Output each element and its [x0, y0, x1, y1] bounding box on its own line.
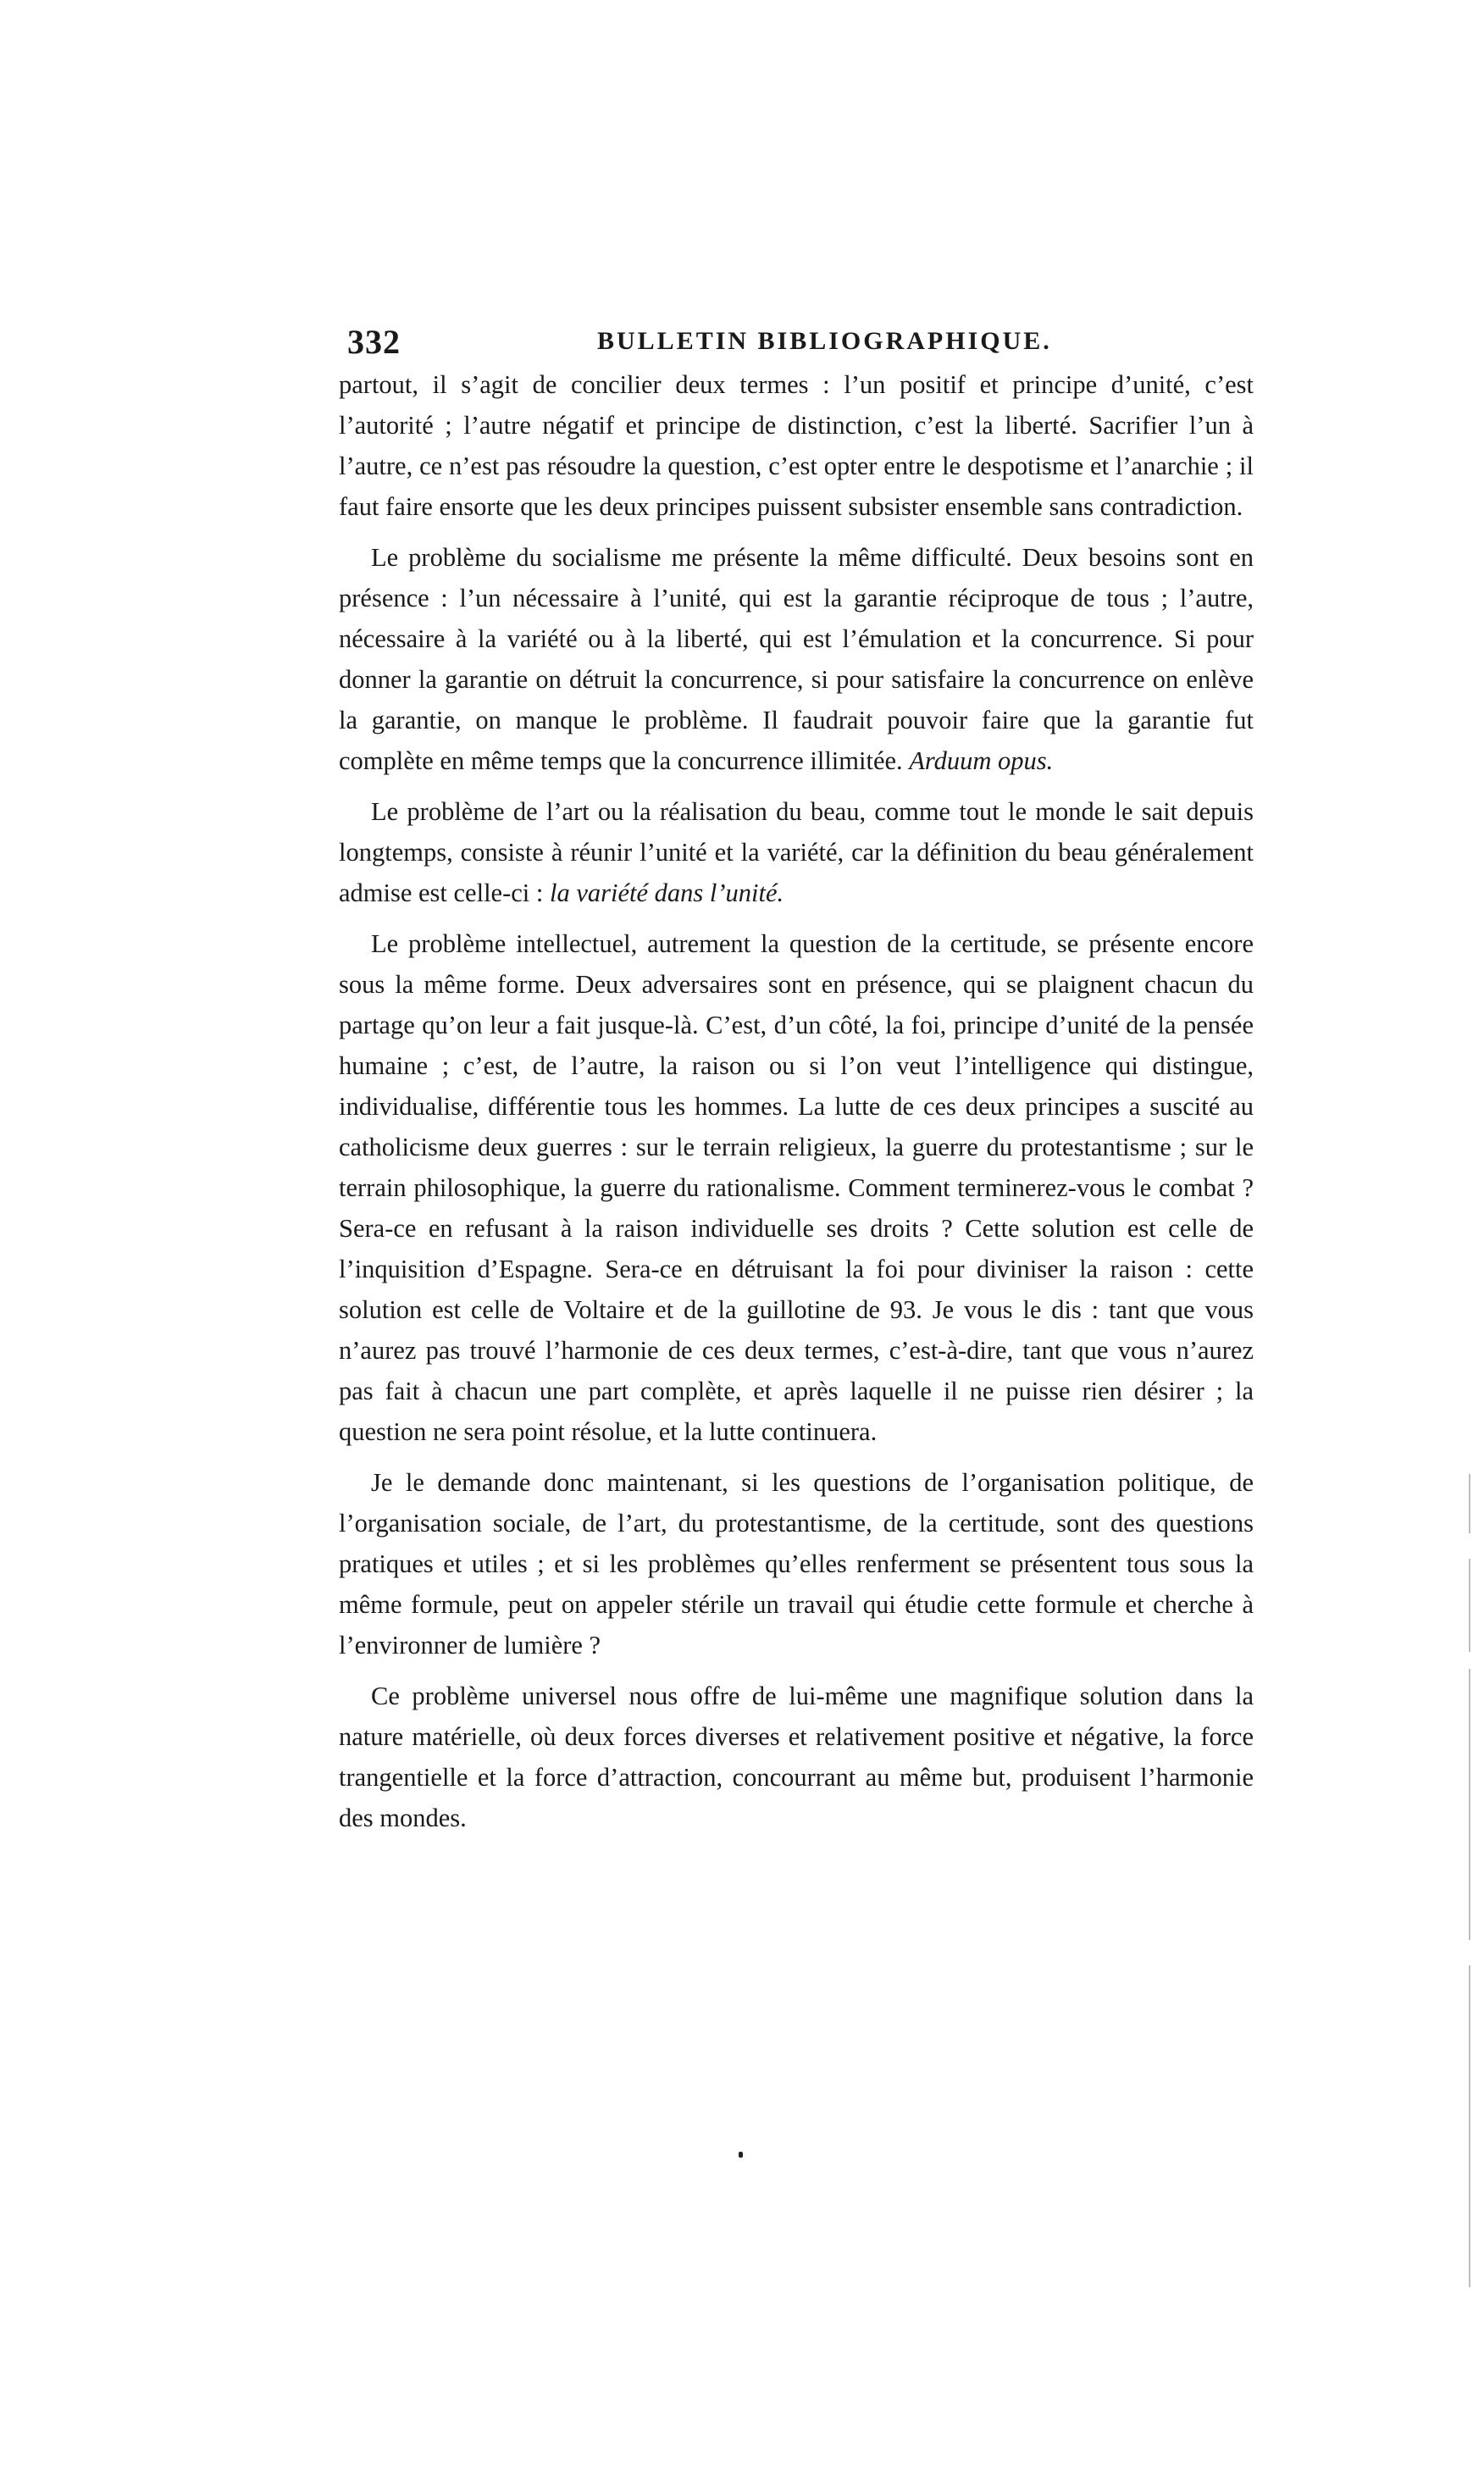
scan-edge-mark — [1469, 1474, 1470, 1533]
body-text — [339, 364, 1254, 1838]
paragraph — [339, 923, 1254, 1452]
running-head — [339, 305, 1254, 364]
text-segment: Le problème intellectuel, autrement la question de la certitude, se présente encore sous la même forme. Deux adversaires sont en présence, qui se plaignent chacun du partage qu’on leur a fait jusque-là. C’est, d’un côté, la foi, principe d’unité de la pensée humaine ; c’est, de l’autre, la raison ou si l’on veut l’intelligence qui distingue, individualise, différentie tous les hommes. La lutte de ces deux principes a suscité au catholicisme deux guerres : sur le terrain religieux, la guerre du protestantisme ; sur le terrain philosophique, la guerre du rationalisme. Comment terminerez-vous le combat ? Sera-ce en refusant à la raison individuelle ses droits ? Cette solution est celle de l’inquisition d’Espagne. Sera-ce en détruisant la foi pour diviniser la raison : cette solution est celle de Voltaire et de la guillotine de 93. Je vous le dis : tant que vous n’aurez pas trouvé l’harmonie de ces deux termes, c’est-à-dire, tant que vous n’aurez pas fait à chacun une part complète, et après laquelle il ne puisse rien désirer ; la question ne sera point résolue, et la lutte continuera. — [339, 929, 1254, 1446]
text-segment: Le problème de l’art ou la réalisation du beau, comme tout le monde le sait depuis longtemps, consiste à réunir l’unité et la variété, car la définition du beau généralement admise est celle-ci : — [339, 797, 1254, 907]
paragraph — [339, 364, 1254, 527]
paragraph — [339, 1676, 1254, 1838]
scan-edge-mark — [1469, 1965, 1470, 2287]
ink-speck — [739, 2152, 743, 2158]
running-title: BULLETIN BIBLIOGRAPHIQUE. — [597, 327, 1052, 355]
text-segment: partout, il s’agit de concilier deux termes : l’un positif et principe d’unité, c’est l’autorité ; l’autre négatif et principe de distinction, c’est la liberté. Sacrifier l’un à l’autre, ce n’est pas résoudre la question, c’est opter entre le despotisme et l’anarchie ; il faut faire ensorte que les deux principes puissent subsister ensemble sans contradiction. — [339, 370, 1254, 521]
scan-edge-mark — [1469, 1669, 1470, 1940]
italic-phrase: Arduum opus. — [909, 746, 1054, 775]
text-segment: Le problème du socialisme me présente la même difficulté. Deux besoins sont en présence : l’un nécessaire à l’unité, qui est la garantie réciproque de tous ; l’autre, nécessaire à la variété ou à la liberté, qui est l’émulation et la concurrence. Si pour donner la garantie on détruit la concurrence, si pour satisfaire la concurrence on enlève la garantie, on manque le problème. Il faudrait pouvoir faire que la garantie fut complète en même temps que la concurrence illimitée. — [339, 543, 1254, 775]
page-number: 332 — [347, 323, 401, 361]
paragraph — [339, 791, 1254, 913]
paragraph — [339, 537, 1254, 781]
text-segment: Je le demande donc maintenant, si les questions de l’organisation politique, de l’organisation sociale, de l’art, du protestantisme, de la certitude, sont des questions pratiques et utiles ; et si les problèmes qu’elles renferment se présentent tous sous la même formule, peut on appeler stérile un travail qui étudie cette formule et cherche à l’environner de lumière ? — [339, 1468, 1254, 1660]
scan-edge-mark — [1469, 1559, 1470, 1652]
italic-phrase: la variété dans l’unité. — [549, 878, 784, 907]
paragraph — [339, 1462, 1254, 1665]
text-segment: Ce problème universel nous offre de lui-même une magnifique solution dans la nature matérielle, où deux forces diverses et relativement positive et négative, la force trangentielle et la force d’attraction, concourrant au même but, produisent l’harmonie des mondes. — [339, 1682, 1254, 1832]
book-page — [339, 305, 1254, 1848]
